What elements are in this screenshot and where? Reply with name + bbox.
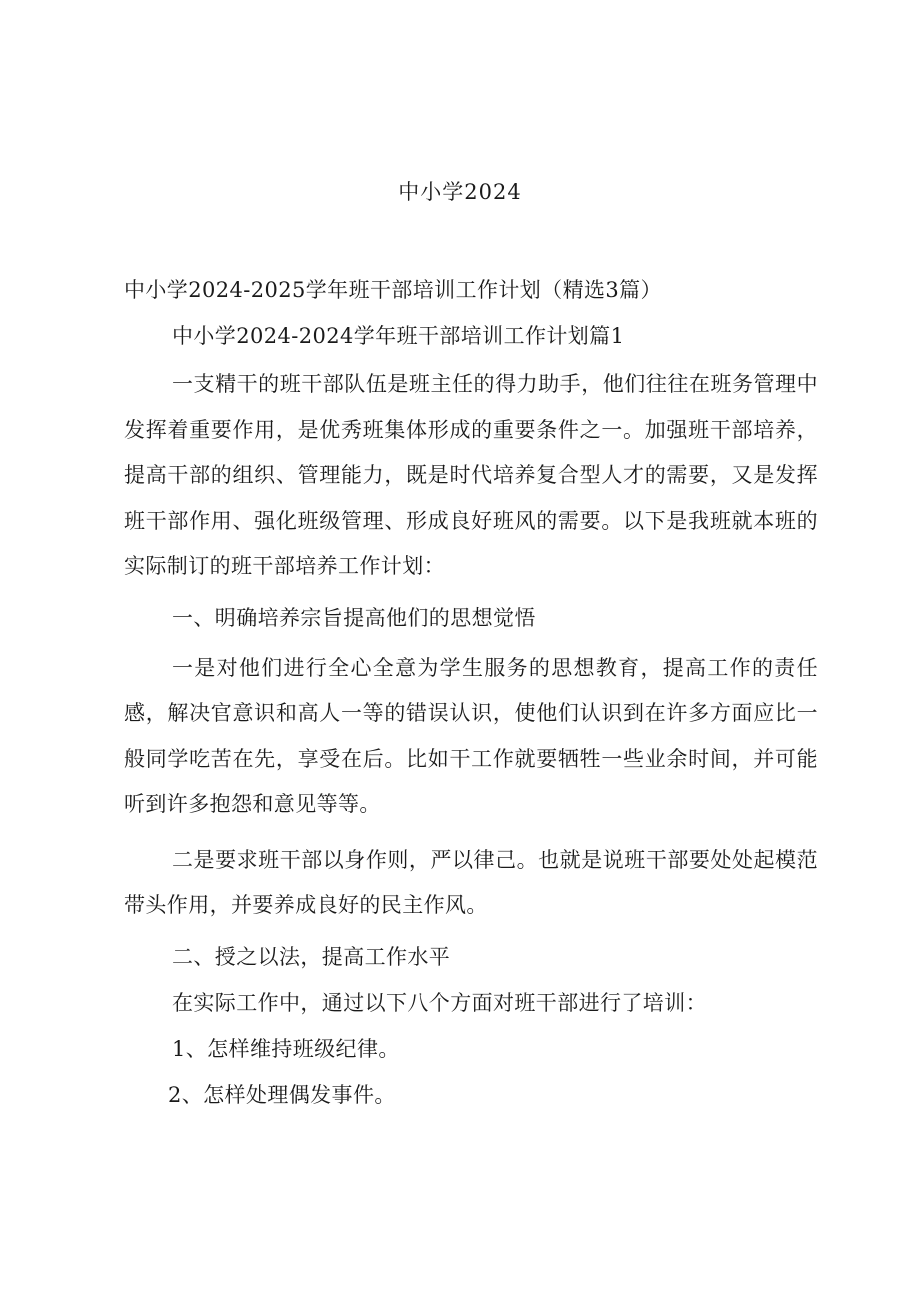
paragraph-training-intro: 在实际工作中，通过以下八个方面对班干部进行了培训： bbox=[172, 990, 707, 1015]
paragraph-intro: 一支精干的班干部队伍是班主任的得力助手，他们往往在班务管理中发挥着重要作用，是优秀班集体形成的重要条件之一。加强班干部培养，提高干部的组织、管理能力，既是时代培养复合型人才的需要，又是发挥班干部作用、强化班级管理、形成良好班风的需要。以下是我班就本班的实际制订的班干部培养工作计划： bbox=[124, 372, 818, 578]
section-title: 中小学2024-2024学年班干部培训工作计划篇1 bbox=[172, 324, 625, 348]
heading-one: 一、明确培养宗旨提高他们的思想觉悟 bbox=[172, 605, 536, 630]
document-body bbox=[124, 272, 818, 1123]
paragraph-point-two: 二是要求班干部以身作则，严以律己。也就是说班干部要处处起模范带头作用，并要养成良好的民主作风。 bbox=[124, 847, 818, 917]
list-item: 1、怎样维持班级纪律。 bbox=[172, 1036, 400, 1061]
heading-two: 二、授之以法，提高工作水平 bbox=[172, 944, 451, 969]
paragraph-point-one: 一是对他们进行全心全意为学生服务的思想教育，提高工作的责任感，解决官意识和高人一等的错误认识，使他们认识到在许多方面应比一般同学吃苦在先，享受在后。比如干工作就要牺牲一些业余时间，并可能听到许多抱怨和意见等等。 bbox=[124, 655, 818, 816]
running-header: 中小学2024 bbox=[398, 180, 522, 204]
list-item: 2、怎样处理偶发事件。 bbox=[168, 1082, 396, 1107]
main-title: 中小学2024-2025学年班干部培训工作计划（精选3篇） bbox=[124, 278, 662, 302]
